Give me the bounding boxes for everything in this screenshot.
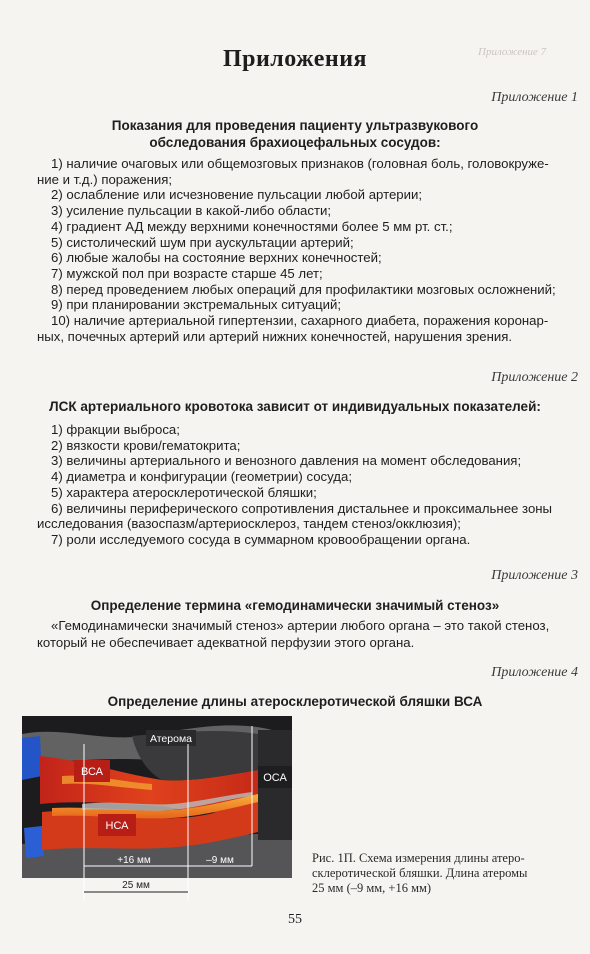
list-item: 6) величины периферического сопротивления дистальнее и проксимальнее зоны [51, 500, 553, 516]
appendix-2-label: Приложение 2 [491, 370, 578, 385]
blue-flow-patch [24, 826, 44, 858]
meas-total-label: 25 мм [122, 880, 150, 891]
appendix-1-heading-line2: обследования брахиоцефальных сосудов: [149, 135, 441, 150]
meas-left-label: +16 мм [117, 855, 151, 866]
meas-right-label: –9 мм [206, 855, 234, 866]
appendix-3-text-line1: «Гемодинамически значимый стеноз» артерии любого органа – это такой стеноз, [51, 618, 550, 633]
appendix-3-text-line2: который не обеспечивает адекватной перфузии этого органа. [37, 635, 415, 650]
list-item: 10) наличие артериальной гипертензии, сахарного диабета, поражения коронар- [51, 313, 549, 329]
list-item: ных, почечных артерий или артерий нижних конечностей, нарушения зрения. [37, 328, 513, 344]
list-item: 1) фракции выброса; [51, 422, 180, 437]
list-item: исследования (вазоспазм/артериосклероз, тандем стеноз/окклюзия); [37, 516, 461, 532]
ultrasound-image [22, 716, 292, 904]
list-item: 5) систолический шум при аускультации артерий; [51, 234, 354, 250]
list-item: 2) вязкости крови/гематокрита; [51, 437, 241, 453]
page-number: 55 [288, 912, 302, 927]
appendix-2-list [37, 422, 577, 548]
appendix-3-heading: Определение термина «гемодинамически значимый стеноз» [90, 598, 500, 613]
caption-line3: 25 мм (–9 мм, +16 мм) [312, 881, 432, 895]
list-item: 3) усиление пульсации в какой-либо области; [51, 203, 332, 219]
list-item: 8) перед проведением любых операций для профилактики мозговых осложнений; [51, 281, 556, 297]
appendix-3-label: Приложение 3 [491, 568, 578, 583]
list-item: 4) градиент АД между верхними конечностями более 5 мм рт. ст.; [51, 218, 453, 234]
ultrasound-figure [22, 716, 292, 904]
appendix-4-heading: Определение длины атеросклеротической бляшки ВСА [107, 694, 483, 709]
list-item: 1) наличие очаговых или общемозговых признаков (головная боль, головокруже- [51, 156, 549, 171]
vsa-label: ВСА [80, 766, 104, 778]
list-item: 7) мужской пол при возрасте старше 45 лет; [51, 265, 323, 281]
list-item: 2) ослабление или исчезновение пульсации любой артерии; [51, 187, 423, 203]
appendix-1-heading [40, 117, 550, 151]
caption-line1: Рис. 1П. Схема измерения длины атеро- [312, 851, 525, 865]
nsa-label: НСА [105, 820, 129, 832]
appendix-1-list [37, 156, 577, 344]
list-item: 3) величины артериального и венозного давления на момент обследования; [51, 453, 522, 469]
blue-flow-patch [22, 736, 42, 780]
appendix-1-label: Приложение 1 [491, 90, 578, 105]
appendix-2-heading: ЛСК артериального кровотока зависит от индивидуальных показателей: [49, 399, 541, 414]
appendix-3-text [37, 617, 577, 651]
list-item: ние и т.д.) поражения; [37, 171, 173, 187]
bleed-through-text: Приложение 7 [478, 46, 547, 58]
atheroma-label: Атерома [149, 733, 193, 745]
page-title: Приложения [222, 46, 368, 72]
list-item: 4) диаметра и конфигурации (геометрии) сосуда; [51, 469, 352, 485]
figure-caption [312, 851, 572, 896]
appendix-1-heading-line1: Показания для проведения пациенту ультразвукового [111, 118, 479, 133]
list-item: 5) характера атеросклеротической бляшки; [51, 484, 317, 500]
appendix-4-label: Приложение 4 [491, 665, 578, 680]
caption-line2: склеротической бляшки. Длина атеромы [312, 866, 528, 880]
list-item: 9) при планировании экстремальных ситуаций; [51, 297, 342, 313]
list-item: 6) любые жалобы на состояние верхних конечностей; [51, 250, 382, 266]
list-item: 7) роли исследуемого сосуда в суммарном кровообращении органа. [51, 531, 471, 547]
osa-label: ОСА [263, 772, 287, 784]
